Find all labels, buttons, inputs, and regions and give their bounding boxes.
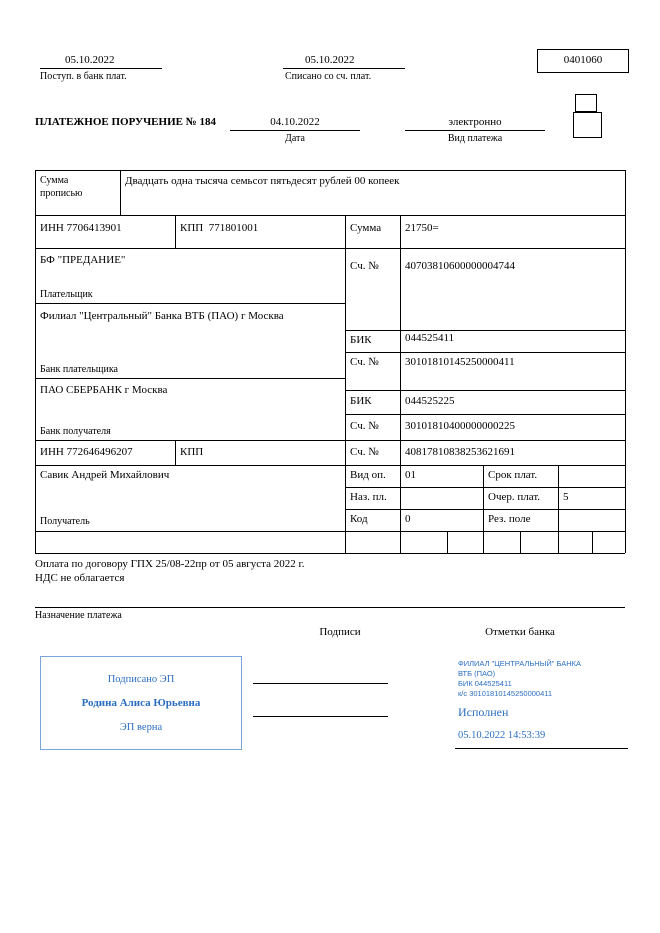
payee-bank-bik-label: БИК	[350, 395, 372, 407]
esignature-line-1: Подписано ЭП	[107, 674, 175, 685]
op-type-label: Вид оп.	[350, 469, 386, 481]
document-date: 04.10.2022	[270, 116, 320, 128]
table-line	[345, 414, 625, 415]
underline	[283, 68, 405, 69]
payer-kpp: КПП 771801001	[180, 222, 259, 234]
table-line	[175, 215, 176, 248]
purpose-code-label: Наз. пл.	[350, 491, 387, 503]
form-code-box	[537, 49, 629, 73]
bank-marks-line	[455, 748, 628, 749]
bank-stamp-line-1: ФИЛИАЛ "ЦЕНТРАЛЬНЫЙ" БАНКА	[458, 659, 582, 668]
purpose-line-2: НДС не облагается	[35, 572, 125, 584]
payee-account-label: Сч. №	[350, 446, 379, 458]
underline	[405, 130, 545, 131]
table-line	[175, 440, 176, 465]
priority-value: 5	[563, 491, 569, 503]
purpose-section-label: Назначение платежа	[35, 610, 122, 621]
bank-stamp-status: Исполнен	[458, 705, 509, 719]
table-line	[400, 215, 401, 553]
table-line	[520, 531, 521, 553]
table-line	[345, 330, 625, 331]
table-line	[483, 465, 484, 553]
priority-label: Очер. плат.	[488, 491, 541, 503]
date-received-in-bank: 05.10.2022	[65, 54, 115, 66]
payer-bank-account: 30101810145250000411	[405, 356, 515, 368]
payee-bank-section-label: Банк получателя	[40, 426, 111, 437]
table-line	[35, 248, 625, 249]
payer-bank-name: Филиал "Центральный" Банка ВТБ (ПАО) г Москва	[40, 310, 284, 322]
document-date-label: Дата	[285, 133, 305, 144]
payee-bank-name: ПАО СБЕРБАНК г Москва	[40, 384, 168, 396]
payer-account-label: Сч. №	[350, 260, 379, 272]
date-debited-label: Списано со сч. плат.	[285, 71, 372, 82]
payee-kpp-label: КПП	[180, 446, 204, 458]
table-line	[35, 440, 625, 441]
payee-bank-bik: 044525225	[405, 395, 455, 407]
reserve-field-label: Рез. поле	[488, 513, 531, 525]
payment-kind: электронно	[448, 116, 502, 128]
esignature-stamp-box	[40, 656, 242, 750]
table-line	[345, 509, 625, 510]
op-type-value: 01	[405, 469, 416, 481]
amount-words-label-1: Сумма	[40, 175, 69, 186]
bank-marks-label: Отметки банка	[485, 626, 555, 638]
amount-words-label-2: прописью	[40, 188, 83, 199]
table-line	[35, 531, 625, 532]
purpose-separator-line	[35, 607, 625, 608]
signatures-label: Подписи	[319, 626, 361, 638]
code-label: Код	[350, 513, 368, 525]
form-code: 0401060	[563, 54, 603, 66]
date-debited: 05.10.2022	[305, 54, 355, 66]
table-line	[35, 303, 345, 304]
table-line	[35, 215, 625, 216]
bank-stamp-line-2: ВТБ (ПАО)	[458, 669, 496, 678]
payer-bank-bik-label: БИК	[350, 334, 372, 346]
payer-account: 40703810600000004744	[405, 260, 515, 272]
table-line	[345, 352, 625, 353]
payer-name: БФ "ПРЕДАНИЕ"	[40, 254, 126, 266]
table-line	[35, 170, 36, 553]
amount-value: 21750=	[405, 222, 439, 234]
signature-line-2	[253, 716, 388, 717]
table-line	[558, 465, 559, 553]
payment-term-label: Срок плат.	[488, 469, 538, 481]
payee-name: Савик Андрей Михайлович	[40, 469, 170, 481]
mark-box-lower	[573, 112, 602, 138]
table-line	[35, 465, 625, 466]
payee-bank-account-label: Сч. №	[350, 420, 379, 432]
payer-section-label: Плательщик	[40, 289, 93, 300]
code-value: 0	[405, 513, 411, 525]
amount-label: Сумма	[350, 222, 382, 234]
payee-section-label: Получатель	[40, 516, 90, 527]
bank-stamp-datetime: 05.10.2022 14:53:39	[458, 730, 546, 741]
esignature-line-3: ЭП верна	[119, 722, 163, 733]
underline	[230, 130, 360, 131]
table-line	[35, 378, 345, 379]
table-line	[35, 553, 625, 554]
table-line	[120, 170, 121, 215]
esignature-signer-name: Родина Алиса Юрьевна	[81, 697, 201, 709]
payee-inn: ИНН 772646496207	[40, 446, 133, 458]
date-received-label: Поступ. в банк плат.	[40, 71, 127, 82]
payee-bank-account: 30101810400000000225	[405, 420, 515, 432]
table-line	[625, 170, 626, 553]
payment-kind-label: Вид платежа	[447, 133, 503, 144]
payee-account: 40817810838253621691	[405, 446, 515, 458]
table-line	[345, 390, 625, 391]
table-line	[35, 170, 625, 171]
payer-bank-bik: 044525411	[405, 332, 455, 344]
bank-stamp-bik: БИК 044525411	[458, 679, 512, 688]
table-line	[345, 215, 346, 553]
amount-in-words: Двадцать одна тысяча семьсот пятьдесят рублей 00 копеек	[125, 175, 400, 187]
payer-bank-section-label: Банк плательщика	[40, 364, 118, 375]
purpose-line-1: Оплата по договору ГПХ 25/08-22пр от 05 августа 2022 г.	[35, 558, 305, 570]
mark-box-upper	[575, 94, 597, 112]
payer-bank-account-label: Сч. №	[350, 356, 379, 368]
table-line	[447, 531, 448, 553]
signature-line-1	[253, 683, 388, 684]
payer-inn: ИНН 7706413901	[40, 222, 122, 234]
underline	[40, 68, 162, 69]
table-line	[592, 531, 593, 553]
document-title: ПЛАТЕЖНОЕ ПОРУЧЕНИЕ № 184	[35, 116, 217, 128]
table-line	[345, 487, 625, 488]
bank-stamp-corr-account: к/с 30101810145250000411	[458, 689, 553, 698]
